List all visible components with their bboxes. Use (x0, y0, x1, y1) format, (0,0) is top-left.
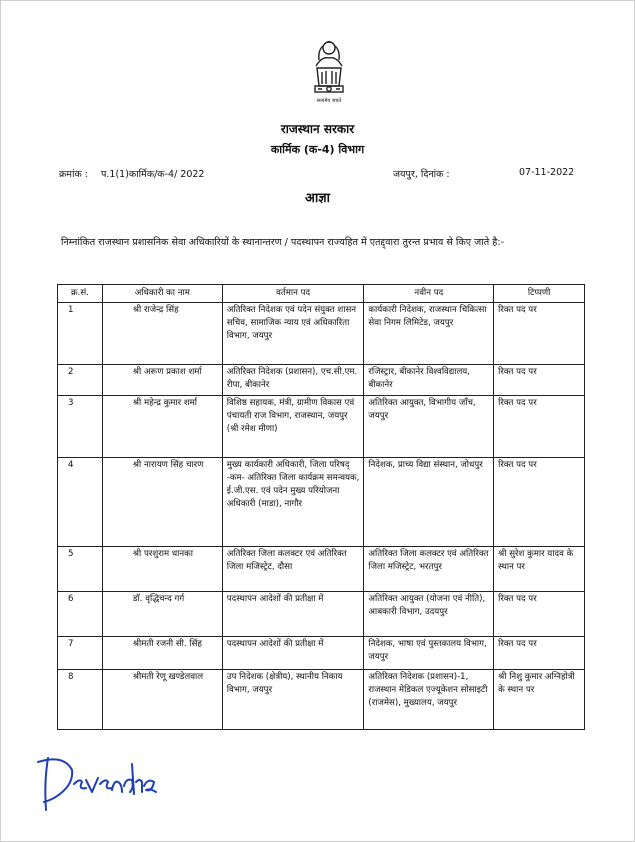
table-row (58, 458, 585, 547)
emblem-caption: सत्यमेव जयते (316, 98, 342, 104)
cell-remarks: श्री निशु कुमार अग्निहोत्री के स्थान पर (494, 670, 585, 730)
table-row (58, 670, 585, 730)
cell-serial: 2 (58, 365, 103, 396)
order-date: 07-11-2022 (519, 167, 575, 178)
cell-serial: 4 (58, 458, 103, 547)
place-date-label: जयपुर, दिनांक : (393, 169, 450, 180)
cell-serial: 3 (58, 396, 103, 458)
header-officer-name: अधिकारी का नाम (102, 285, 222, 303)
cell-officer-name: श्रीमती रेणू खण्डेलवाल (102, 670, 222, 730)
cell-new-post: कार्यकारी निदेशक, राजस्थान चिकित्सा सेवा निगम लिमिटेड, जयपुर (364, 303, 494, 365)
table-header-row (58, 285, 585, 303)
header-current-post: वर्तमान पद (222, 285, 364, 303)
government-title: राजस्थान सरकार (280, 122, 355, 136)
cell-new-post: अतिरिक्त आयुक्त (योजना एवं नीति), आबकारी विभाग, उदयपुर (364, 592, 494, 637)
cell-current-post: उप निदेशक (क्षेत्रीय), स्थानीय निकाय विभाग, जयपुर (222, 670, 364, 730)
cell-remarks: रिक्त पद पर (494, 303, 585, 365)
cell-current-post: अतिरिक्त निदेशक (प्रशासन), एच.सी.एम. रीपा, बीकानेर (222, 365, 364, 396)
cell-officer-name: श्री राजेन्द्र सिंह (102, 303, 222, 365)
table-row (58, 547, 585, 592)
cell-officer-name: श्री अरूण प्रकाश शर्मा (102, 365, 222, 396)
cell-remarks: रिक्त पद पर (494, 637, 585, 670)
table-row (58, 365, 585, 396)
cell-officer-name: श्रीमती रजनी सी. सिंह (102, 637, 222, 670)
cell-new-post: अतिरिक्त निदेशक (प्रशासन)-1, राजस्थान मेडिकल एज्यूकेशन सोसाइटी (राजमेस), मुख्यालय, जयपुर (364, 670, 494, 730)
header-new-post: नवीन पद (364, 285, 494, 303)
cell-current-post: विशिष्ठ सहायक, मंत्री, ग्रामीण विकास एवं पंचायती राज विभाग, राजस्थान, जयपुर (श्री रमेश मीणा) (222, 396, 364, 458)
intro-paragraph: निम्नांकित राजस्थान प्रशासनिक सेवा अधिकारियों के स्थानान्तरण / पदस्थापन राज्यहित में एतद्द्वारा तुरन्त प्रभाव से किए जाते है:- (61, 237, 505, 248)
cell-current-post: मुख्य कार्यकारी अधिकारी, जिला परिषद् -कम- अतिरिक्त जिला कार्यक्रम समन्वयक, ई.जी.एस. एवं पदेन मुख्य परियोजना अधिकारी (माडा), नागौर (222, 458, 364, 547)
order-number-label: क्रमांक : (59, 169, 88, 180)
cell-remarks: श्री सुरेश कुमार यादव के स्थान पर (494, 547, 585, 592)
cell-officer-name: श्री परशुराम धानका (102, 547, 222, 592)
cell-officer-name: श्री महेन्द्र कुमार शर्मा (102, 396, 222, 458)
handwritten-signature (34, 752, 164, 812)
cell-current-post: अतिरिक्त जिला कलक्टर एवं अतिरिक्त जिला मजिस्ट्रेट, दौसा (222, 547, 364, 592)
cell-remarks: रिक्त पद पर (494, 592, 585, 637)
order-number: प.1(1)कार्मिक/क-4/ 2022 (101, 169, 205, 180)
cell-current-post: अतिरिक्त निदेशक एवं पदेन संयुक्त शासन सचिव, सामाजिक न्याय एवं अधिकारिता विभाग, जयपुर (222, 303, 364, 365)
cell-remarks: रिक्त पद पर (494, 396, 585, 458)
cell-new-post: निदेशक, भाषा एवं पुस्तकालय विभाग, जयपुर (364, 637, 494, 670)
header-remarks: टिप्पणी (494, 285, 585, 303)
cell-officer-name: श्री नारायण सिंह चारण (102, 458, 222, 547)
cell-remarks: रिक्त पद पर (494, 458, 585, 547)
cell-new-post: अतिरिक्त आयुक्त, विभागीय जाँच, जयपुर (364, 396, 494, 458)
table-row (58, 303, 585, 365)
transfer-table (57, 284, 585, 730)
cell-current-post: पदस्थापन आदेशों की प्रतीक्षा में (222, 637, 364, 670)
department-title: कार्मिक (क-4) विभाग (270, 143, 365, 156)
table-row (58, 592, 585, 637)
order-title: आज्ञा (305, 191, 330, 206)
header-serial: क्र.सं. (58, 285, 103, 303)
cell-new-post: निदेशक, प्राच्य विद्या संस्थान, जोधपुर (364, 458, 494, 547)
cell-new-post: रजिस्ट्रार, बीकानेर विश्वविद्यालय, बीकानेर (364, 365, 494, 396)
table-row (58, 396, 585, 458)
table-row (58, 637, 585, 670)
cell-new-post: अतिरिक्त जिला कलक्टर एवं अतिरिक्त जिला मजिस्ट्रेट, भरतपुर (364, 547, 494, 592)
cell-remarks: रिक्त पद पर (494, 365, 585, 396)
cell-serial: 1 (58, 303, 103, 365)
cell-serial: 8 (58, 670, 103, 730)
cell-serial: 7 (58, 637, 103, 670)
cell-current-post: पदस्थापन आदेशों की प्रतीक्षा में (222, 592, 364, 637)
cell-officer-name: डॉ. वृद्धिचन्द गर्ग (102, 592, 222, 637)
cell-serial: 5 (58, 547, 103, 592)
cell-serial: 6 (58, 592, 103, 637)
